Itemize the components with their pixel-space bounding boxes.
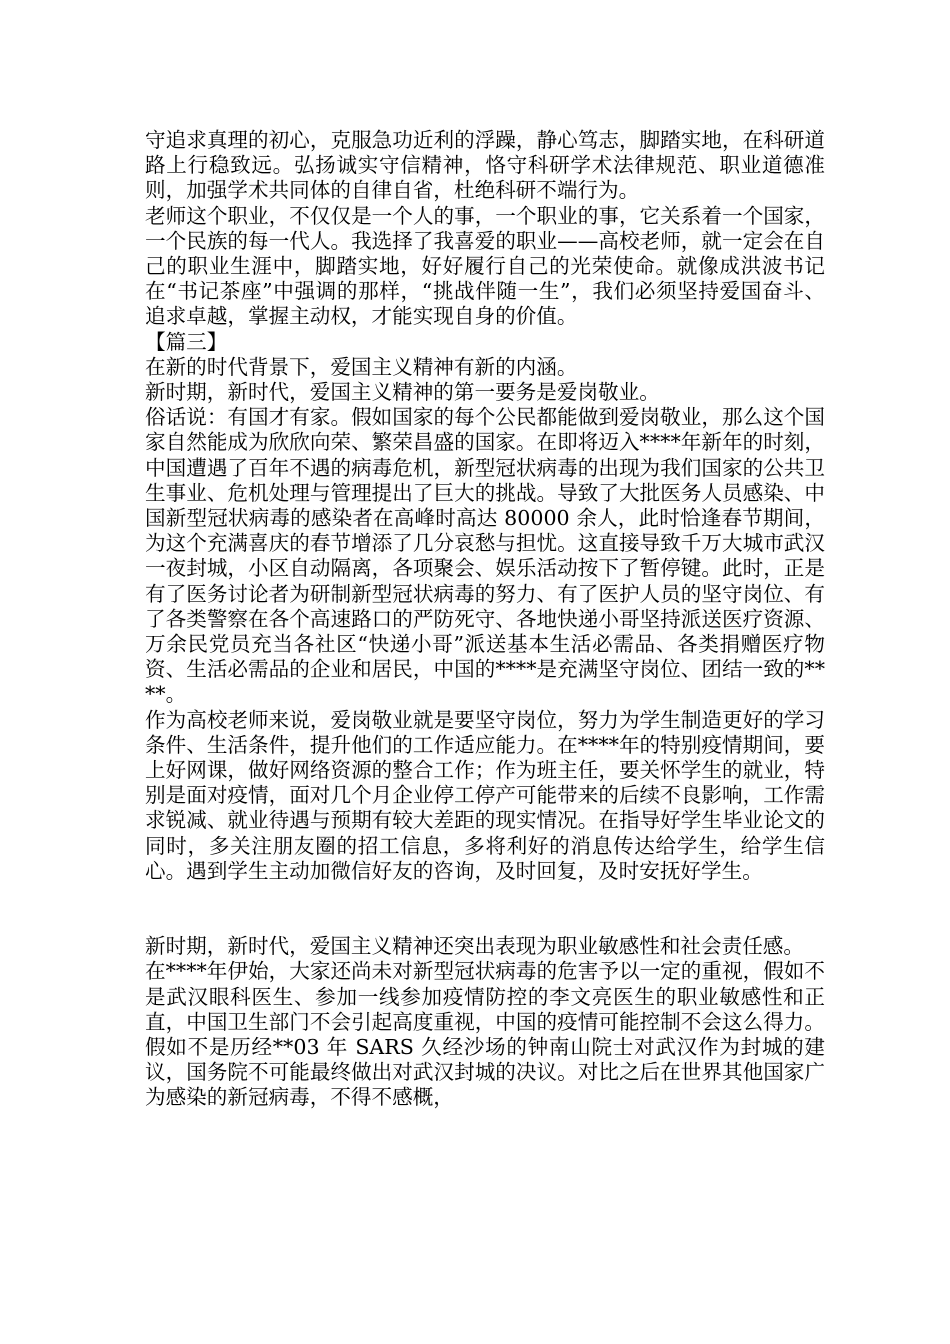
paragraph: 在新的时代背景下，爱国主义精神有新的内涵。 bbox=[145, 354, 578, 379]
section-heading: 【篇三】 bbox=[145, 329, 228, 354]
paragraph: 守追求真理的初心，克服急功近利的浮躁，静心笃志，脚踏实地，在科研道路上行稳致远。弘扬诚实守信精神，恪守科研学术法律规范、职业道德准则，加强学术共同体的自律自省，杜绝科研不端行为。 bbox=[145, 128, 825, 203]
paragraph: 新时期，新时代，爱国主义精神的第一要务是爱岗敬业。 bbox=[145, 380, 660, 405]
paragraph: 老师这个职业，不仅仅是一个人的事，一个职业的事，它关系着一个国家，一个民族的每一代人。我选择了我喜爱的职业——高校老师，就一定会在自己的职业生涯中，脚踏实地，好好履行自己的光荣使命。就像成洪波书记在“书记茶座”中强调的那样，“挑战伴随一生”，我们必须坚持爱国奋斗、追求卓越，掌握主动权，才能实现自身的价值。 bbox=[145, 203, 825, 329]
paragraph: 新时期，新时代，爱国主义精神还突出表现为职业敏感性和社会责任感。 bbox=[145, 934, 804, 959]
paragraph: 俗话说：有国才有家。假如国家的每个公民都能做到爱岗敬业，那么这个国家自然能成为欣欣向荣、繁荣昌盛的国家。在即将迈入****年新年的时刻，中国遭遇了百年不遇的病毒危机，新型冠状病毒的出现为我们国家的公共卫生事业、危机处理与管理提出了巨大的挑战。导致了大批医务人员感染、中国新型冠状病毒的感染者在高峰时高达 80000 余人，此时恰逢春节期间，为这个充满喜庆的春节增添了几分哀愁与担忧。这直接导致千万大城市武汉一夜封城，小区自动隔离，各项聚会、娱乐活动按下了暂停键。此时，正是有了医务讨论者为研制新型冠状病毒的努力、有了医护人员的坚守岗位、有了各类警察在各个高速路口的严防死守、各地快递小哥坚持派送医疗资源、万余民党员充当各社区“快递小哥”派送基本生活必需品、各类捐赠医疗物资、生活必需品的企业和居民，中国的****是充满坚守岗位、团结一致的****。 bbox=[145, 405, 825, 707]
paragraph-gap bbox=[145, 884, 825, 934]
paragraph: 在****年伊始，大家还尚未对新型冠状病毒的危害予以一定的重视，假如不是武汉眼科医生、参加一线参加疫情防控的李文亮医生的职业敏感性和正直，中国卫生部门不会引起高度重视，中国的疫情可能控制不会这么得力。假如不是历经**03 年 SARS 久经沙场的钟南山院士对武汉作为封城的建议，国务院不可能最终做出对武汉封城的决议。对比之后在世界其他国家广为感染的新冠病毒，不得不感概， bbox=[145, 959, 825, 1110]
paragraph: 作为高校老师来说，爱岗敬业就是要坚守岗位，努力为学生制造更好的学习条件、生活条件，提升他们的工作适应能力。在****年的特别疫情期间，要上好网课，做好网络资源的整合工作；作为班主任，要关怀学生的就业，特别是面对疫情，面对几个月企业停工停产可能带来的后续不良影响，工作需求锐减、就业待遇与预期有较大差距的现实情况。在指导好学生毕业论文的同时，多关注朋友圈的招工信息，多将利好的消息传达给学生，给学生信心。遇到学生主动加微信好友的咨询，及时回复，及时安抚好学生。 bbox=[145, 707, 825, 883]
document-body bbox=[145, 128, 825, 1111]
